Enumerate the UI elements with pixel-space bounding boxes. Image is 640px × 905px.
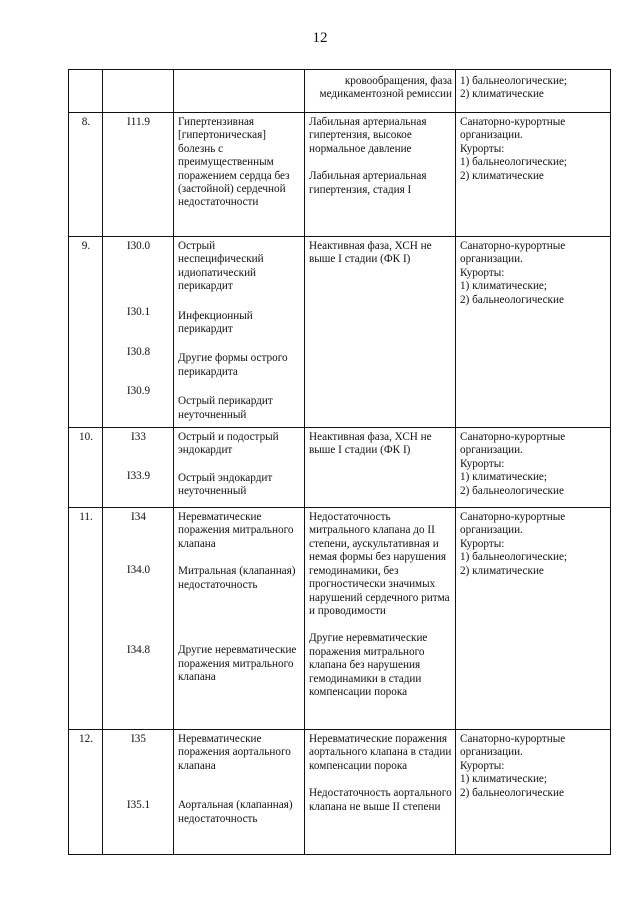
resort-line: 2) климатические xyxy=(460,564,544,577)
condition-cell xyxy=(305,70,456,113)
resort-line: Курорты: xyxy=(460,537,505,550)
code-cell xyxy=(103,428,174,508)
icd-code: I33 xyxy=(131,431,146,444)
row-number-cell: 11. xyxy=(69,508,103,730)
condition-text: Неактивная фаза, ХСН не выше I стадии (ФК I) xyxy=(309,240,432,266)
disease-name: Другие неревматические поражения митрального клапана xyxy=(178,644,297,683)
condition-text: кровообращения, фаза медикаментозной ремиссии xyxy=(319,75,452,101)
disease-name-cell xyxy=(174,730,305,855)
row-number-cell: 12. xyxy=(69,730,103,855)
disease-name: Острый перикардит неуточненный xyxy=(178,395,273,421)
resort-cell xyxy=(456,237,611,428)
disease-name-cell xyxy=(174,428,305,508)
resort-line: Курорты: xyxy=(460,457,505,470)
code-cell xyxy=(103,237,174,428)
resort-line: 2) бальнеологические xyxy=(460,484,564,497)
icd-code: I30.9 xyxy=(126,385,151,398)
resort-line: Курорты: xyxy=(460,759,505,772)
resort-line: 2) бальнеологические xyxy=(460,293,564,306)
row-number-cell: 10. xyxy=(69,428,103,508)
condition-text: Другие неревматические поражения митрального клапана без нарушения гемодинамики в стадии компенсации порока xyxy=(309,632,428,698)
resort-line: 1) бальнеологические; xyxy=(460,75,568,87)
condition-cell xyxy=(305,508,456,730)
resort-cell xyxy=(456,113,611,237)
code-cell xyxy=(103,70,174,113)
disease-name: Острый эндокардит неуточненный xyxy=(178,471,273,498)
resort-line: Санаторно-курортные организации. xyxy=(460,511,566,537)
resort-line: 1) климатические; xyxy=(460,280,548,293)
resort-line: Санаторно-курортные организации. xyxy=(460,116,566,142)
condition-text: Неактивная фаза, ХСН не выше I стадии (ФК I) xyxy=(309,431,432,457)
condition-cell xyxy=(305,113,456,237)
table-row xyxy=(69,730,611,855)
disease-name-cell xyxy=(174,70,305,113)
disease-name: Неревматические поражения митрального клапана xyxy=(178,511,294,550)
resort-line: Курорты: xyxy=(460,142,505,155)
disease-name: Другие формы острого перикардита xyxy=(178,352,288,378)
disease-name-cell xyxy=(174,508,305,730)
table-row xyxy=(69,113,611,237)
condition-cell xyxy=(305,730,456,855)
disease-name: Острый и подострый эндокардит xyxy=(178,431,279,457)
condition-cell xyxy=(305,428,456,508)
resort-indications-table xyxy=(68,69,611,855)
disease-name: Острый неспецифический идиопатический перикардит xyxy=(178,240,264,293)
icd-code: I11.9 xyxy=(127,116,150,128)
disease-name: Аортальная (клапанная) недостаточность xyxy=(178,799,293,825)
icd-code: I30.1 xyxy=(126,306,151,319)
resort-line: Санаторно-курортные организации. xyxy=(460,431,566,457)
table-row xyxy=(69,237,611,428)
resort-line: 1) климатические; xyxy=(460,773,548,786)
resort-line: Санаторно-курортные организации. xyxy=(460,240,566,266)
resort-line: Санаторно-курортные организации. xyxy=(460,733,566,759)
table-row xyxy=(69,428,611,508)
icd-code: I30.8 xyxy=(126,345,151,358)
resort-line: 1) бальнеологические; xyxy=(460,551,568,564)
icd-code: I35 xyxy=(131,733,146,746)
condition-text: Недостаточность митрального клапана до II степени, аускультативная и немая формы без нарушения гемодинамики, без прогностически значимых нарушений сердечного ритма и проводимости xyxy=(309,511,450,617)
table-row xyxy=(69,70,611,113)
condition-text: Лабильная артериальная гипертензия, стадия I xyxy=(309,170,427,196)
disease-name: Митральная (клапанная) недостаточность xyxy=(178,565,296,591)
icd-code: I33.9 xyxy=(126,470,151,483)
icd-code: I30.0 xyxy=(126,240,151,252)
icd-code: I34.0 xyxy=(126,564,151,577)
row-number-cell xyxy=(69,70,103,113)
code-cell xyxy=(103,730,174,855)
condition-text: Неревматические поражения аортального клапана в стадии компенсации порока xyxy=(309,733,452,772)
icd-code: I34.8 xyxy=(126,643,151,656)
page-number: 12 xyxy=(312,30,328,46)
resort-line: Курорты: xyxy=(460,266,505,279)
condition-cell xyxy=(305,237,456,428)
resort-line: 1) бальнеологические; xyxy=(460,156,568,169)
disease-name-cell xyxy=(174,113,305,237)
resort-cell xyxy=(456,508,611,730)
code-cell xyxy=(103,508,174,730)
resort-line: 2) климатические xyxy=(460,169,544,182)
row-number-cell: 9. xyxy=(69,237,103,428)
resort-line: 1) климатические; xyxy=(460,471,548,484)
resort-cell xyxy=(456,730,611,855)
table-row xyxy=(69,508,611,730)
resort-cell xyxy=(456,428,611,508)
disease-name: Неревматические поражения аортального клапана xyxy=(178,733,291,772)
disease-name-cell xyxy=(174,237,305,428)
condition-text: Лабильная артериальная гипертензия, высокое нормальное давление xyxy=(309,116,427,155)
resort-cell xyxy=(456,70,611,113)
icd-code: I34 xyxy=(131,511,146,524)
resort-line: 2) бальнеологические xyxy=(460,786,564,799)
condition-text: Недостаточность аортального клапана не выше II степени xyxy=(309,787,452,813)
disease-name: Гипертензивная [гипертоническая] болезнь с преимущественным поражением сердца без (застойной) сердечной недостаточности xyxy=(178,116,290,209)
code-cell xyxy=(103,113,174,237)
resort-line: 2) климатические xyxy=(460,88,544,101)
row-number-cell: 8. xyxy=(69,113,103,237)
disease-name: Инфекционный перикардит xyxy=(178,309,253,336)
icd-code: I35.1 xyxy=(126,799,151,812)
